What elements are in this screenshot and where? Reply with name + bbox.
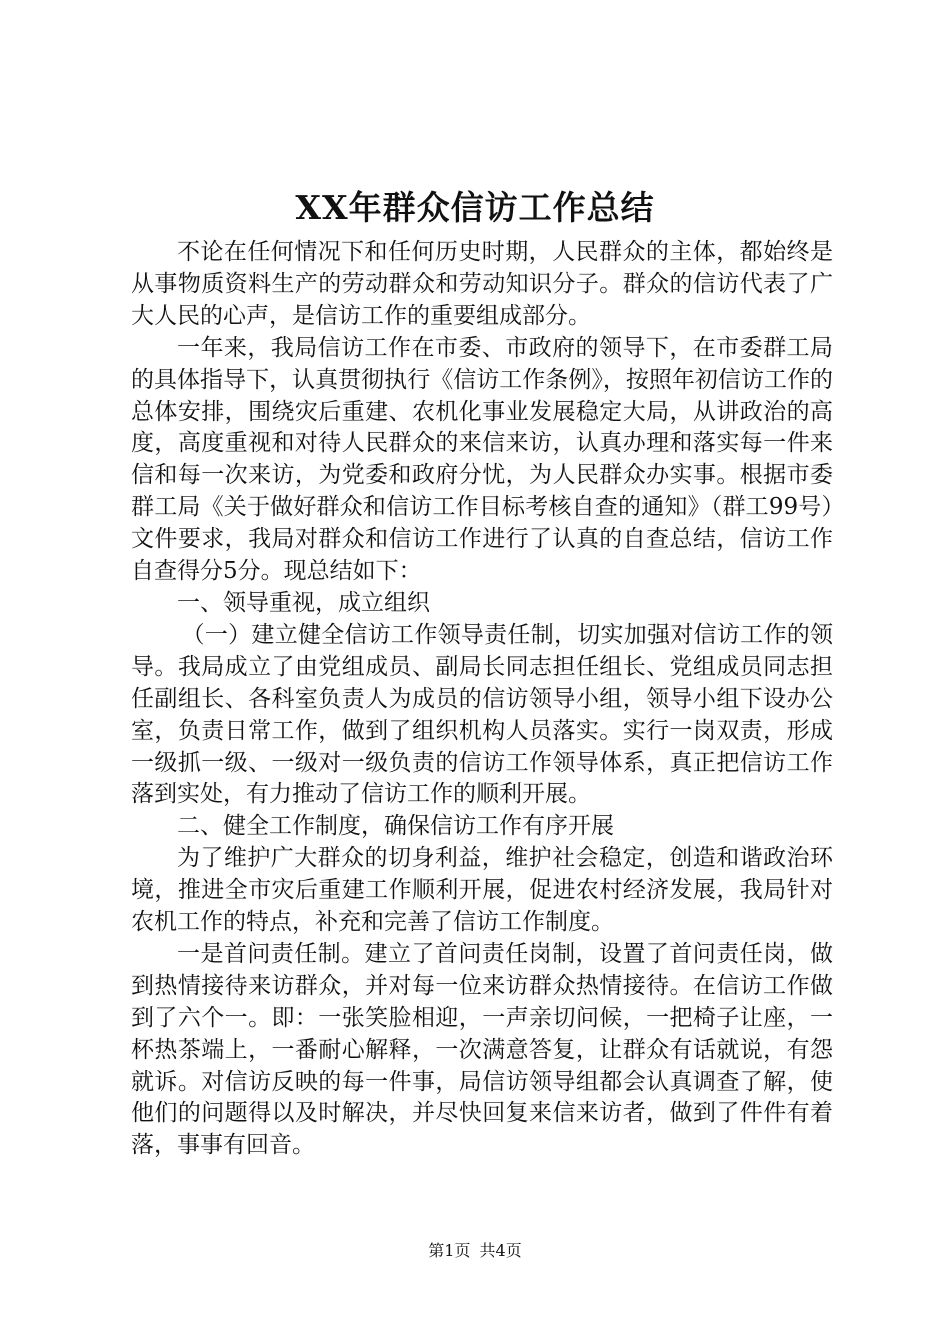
document-title: XX年群众信访工作总结 — [295, 188, 655, 227]
paragraph-first-responsibility: 一是首问责任制。建立了首问责任岗制，设置了首问责任岗，做到热情接待来访群众，并对每一位来访群众热情接待。在信访工作做到了六个一。即：一张笑脸相迎，一声亲切问候，一把椅子让座，一杯热茶端上，一番耐心解释，一次满意答复，让群众有话就说，有怨就诉。对信访反映的每一件事，局信访领导组都会认真调查了解，使他们的问题得以及时解决，并尽快回复来信来访者，做到了件件有着落，事事有回音。 — [131, 940, 833, 1159]
document-body — [131, 237, 833, 1162]
section-heading-1: 一、领导重视，成立组织 — [177, 589, 430, 616]
paragraph-leadership: （一）建立健全信访工作领导责任制，切实加强对信访工作的领导。我局成立了由党组成员、副局长同志担任组长、党组成员同志担任副组长、各科室负责人为成员的信访领导小组，领导小组下设办公室，负责日常工作，做到了组织机构人员落实。实行一岗双责，形成一级抓一级、一级对一级负责的信访工作领导体系，真正把信访工作落到实处，有力推动了信访工作的顺利开展。 — [131, 621, 833, 808]
page-footer: 第1页 共4页 — [428, 1241, 522, 1260]
paragraph-overview: 一年来，我局信访工作在市委、市政府的领导下，在市委群工局的具体指导下，认真贯彻执行《信访工作条例》，按照年初信访工作的总体安排，围绕灾后重建、农机化事业发展稳定大局，从讲政治的高度，高度重视和对待人民群众的来信来访，认真办理和落实每一件来信和每一次来访，为党委和政府分忧，为人民群众办实事。根据市委群工局《关于做好群众和信访工作目标考核自查的通知》（群工99号）文件要求，我局对群众和信访工作进行了认真的自查总结，信访工作自查得分5分。现总结如下： — [131, 334, 833, 585]
paragraph-system: 为了维护广大群众的切身利益，维护社会稳定，创造和谐政治环境，推进全市灾后重建工作顺利开展，促进农村经济发展，我局针对农机工作的特点，补充和完善了信访工作制度。 — [131, 845, 833, 936]
section-heading-2: 二、健全工作制度，确保信访工作有序开展 — [177, 813, 614, 840]
paragraph-intro: 不论在任何情况下和任何历史时期，人民群众的主体，都始终是从事物质资料生产的劳动群众和劳动知识分子。群众的信访代表了广大人民的心声，是信访工作的重要组成部分。 — [131, 239, 833, 329]
